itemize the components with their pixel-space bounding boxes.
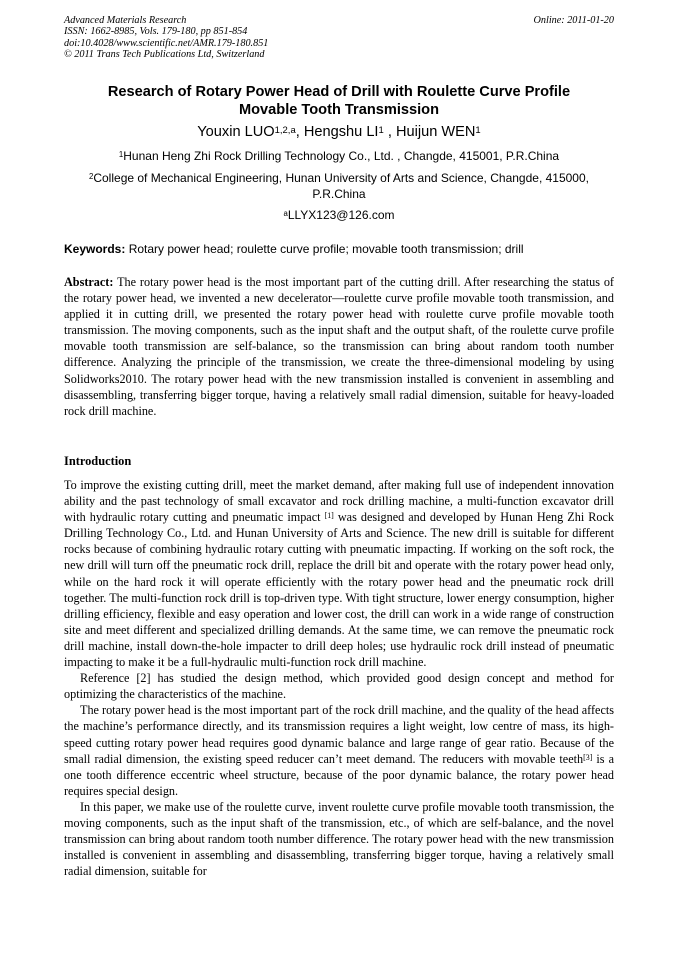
affiliation-2-country: P.R.China xyxy=(312,187,366,201)
author-1-affil: 1,2,a xyxy=(274,125,296,137)
journal-name: Advanced Materials Research xyxy=(64,15,187,26)
affiliation-1-mark: 1 xyxy=(118,150,124,160)
author-2-affil: 1 xyxy=(378,125,384,137)
citation-1: [1] xyxy=(324,511,334,521)
author-1: Youxin LUO xyxy=(197,124,275,140)
intro-p3-text-a: The rotary power head is the most important part of the rock drill machine, and the quality of the head affects the machine’s performance directly, and its transmission requires a light weight, low centre of mass, its high-speed cutting rotary power head requires good dynamic balance and large range of gear ratio. Because of the small radial dimension, the existing speed reducer can’t meet demand. The reducers with movable teeth xyxy=(64,703,614,766)
affiliation-2-text: College of Mechanical Engineering, Hunan University of Arts and Science, Changde, 415000, xyxy=(93,171,589,185)
introduction-body xyxy=(64,477,614,879)
keywords-label: Keywords: xyxy=(64,242,126,256)
abstract-text: The rotary power head is the most important part of the cutting drill. After researching the status of the rotary power head, we invented a new decelerator—roulette curve profile movable tooth transmission, and applied it in cutting drill, we presented the rotary power head with roulette curve profile movable tooth transmission. The moving components, such as the input shaft and the output shaft, of the roulette curve profile movable tooth transmission are self-balance, so the transmission can bring about random tooth number difference. Analyzing the principle of the transmission, we create the three-dimensional modeling by using Solidworks2010. The rotary power head with the new transmission installed is convenient in assembling and disassembling, transferring bigger torque, having a relatively small radial dimension, suitable for heavy-loaded rock drill machine. xyxy=(64,275,614,418)
issn-line: ISSN: 1662-8985, Vols. 179-180, pp 851-854 xyxy=(64,26,248,38)
introduction-heading: Introduction xyxy=(64,454,132,468)
intro-p1-text-b: was designed and developed by Hunan Heng Zhi Rock Drilling Technology Co., Ltd. and Hunan University of Arts and Science. The new drill is suitable for different rocks because of combining hydraulic rotary cutting with pneumatic impacting. If working on the soft rock, the new drill will turn off the pneumatic rock drill, replace the drill bit and operate with the rotary power head only, while on the hard rock it will operate efficiently with the rotary power head and the pneumatic rock drill together. The multi-function rock drill is top-driven type. With tight structure, lower energy consumption, higher drilling efficiency, flexible and easy operation and lower cost, the drill can work in a wide range of construction site and meet different and specialized drilling demands. At the same time, we can remove the pneumatic rock drill machine, install down-the-hole impacter to drill deep holes; use hydraulic rock drill instead of pneumatic impacting to make it be a full-hydraulic multi-function rock drill machine. xyxy=(64,510,614,670)
email-text: LLYX123@126.com xyxy=(287,208,395,222)
keywords xyxy=(64,241,614,257)
author-list xyxy=(64,123,614,141)
author-email xyxy=(64,207,614,223)
abstract-label: Abstract: xyxy=(64,275,114,289)
title-line-1: Research of Rotary Power Head of Drill with Roulette Curve Profile xyxy=(107,84,571,100)
journal-header-info xyxy=(64,15,268,61)
intro-paragraph-3 xyxy=(64,702,614,799)
intro-paragraph-2: Reference [2] has studied the design method, which provided good design concept and method for optimizing the characteristics of the machine. xyxy=(64,671,614,702)
title-line-2: Movable Tooth Transmission xyxy=(238,102,439,118)
online-date: Online: 2011-01-20 xyxy=(533,15,614,26)
copyright-line: © 2011 Trans Tech Publications Ltd, Switzerland xyxy=(64,49,265,61)
abstract xyxy=(64,274,614,419)
intro-paragraph-1 xyxy=(64,477,614,670)
author-3-affil: 1 xyxy=(475,125,481,137)
affiliation-2-mark: 2 xyxy=(89,172,94,182)
citation-3: [3] xyxy=(583,752,593,762)
author-3: , Huijun WEN xyxy=(383,124,476,140)
affiliation-1-text: Hunan Heng Zhi Rock Drilling Technology Co., Ltd. , Changde, 415001, P.R.China xyxy=(123,149,560,163)
keywords-text: Rotary power head; roulette curve profile; movable tooth transmission; drill xyxy=(125,242,524,256)
intro-p1-text-a: To improve the existing cutting drill, meet the market demand, after making full use of independent innovation ability and the past technology of small excavator and rock drilling machine, a multi-function excavator drill with hydraulic rotary cutting and pneumatic impact xyxy=(64,478,614,525)
affiliation-1 xyxy=(64,148,614,164)
intro-paragraph-4: In this paper, we make use of the roulette curve, invent roulette curve profile movable tooth transmission, the moving components, such as the input shaft of the transmission, etc., of which are self-balance, and the novel transmission can bring about random tooth number difference. The rotary power head with the new transmission installed is convenient in assembling and disassembling, transferring bigger torque, having a relatively small radial dimension, suitable for xyxy=(64,799,614,879)
affiliation-2 xyxy=(64,170,614,202)
paper-title xyxy=(64,83,614,119)
email-mark: a xyxy=(283,209,288,219)
intro-p3-text-b: is a one tooth difference eccentric wheel structure, because of the poor dynamic balance, the rotary power head requires special design. xyxy=(64,751,614,798)
doi-line: doi:10.4028/www.scientific.net/AMR.179-180.851 xyxy=(64,37,269,49)
author-2: , Hengshu LI xyxy=(295,124,379,140)
